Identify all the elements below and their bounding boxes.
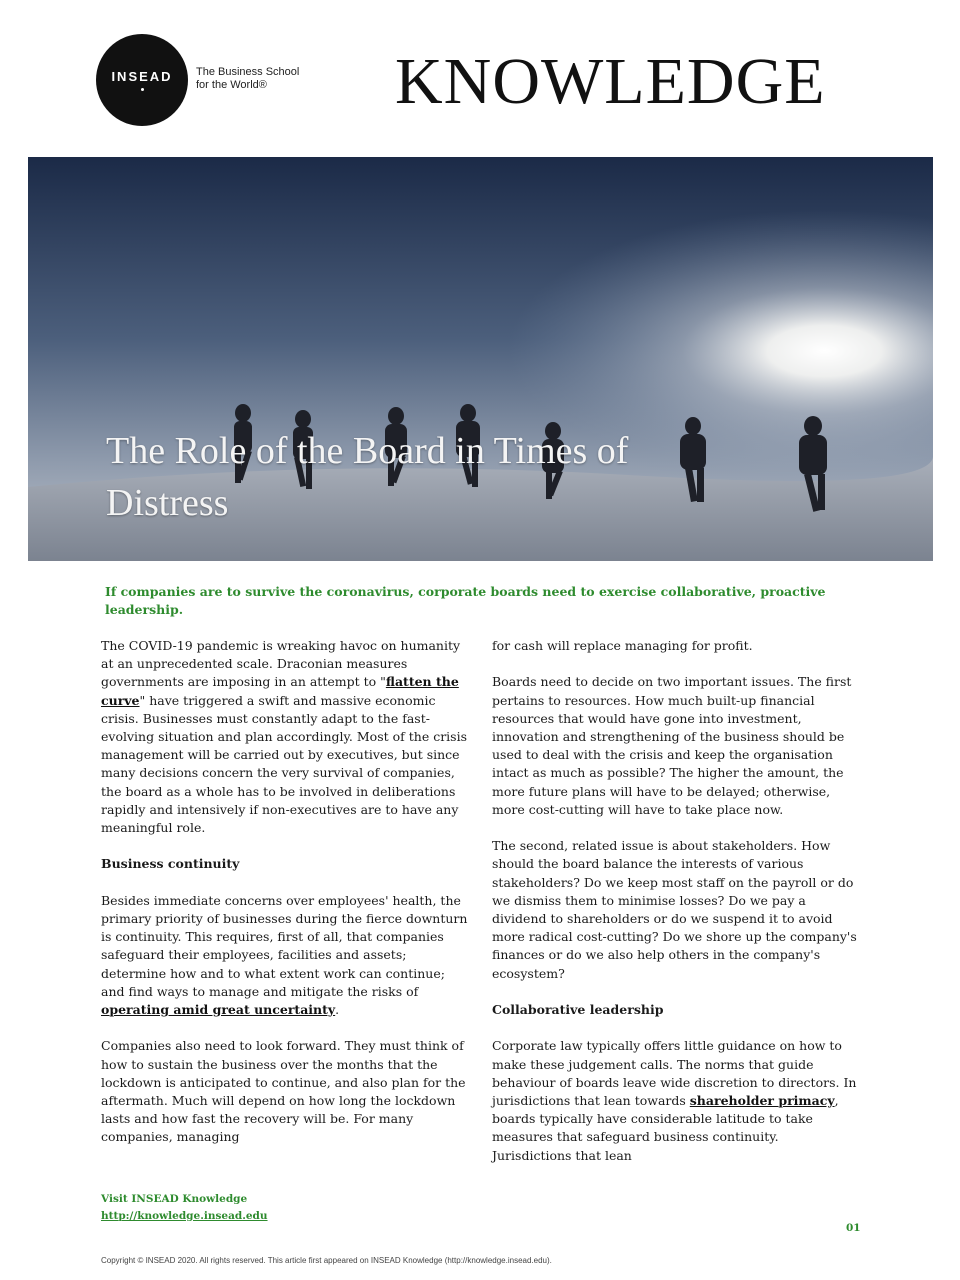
paragraph-text: Corporate law typically offers little guidance on how to make these judgement calls. The norms that guide behaviour of boards leave wide discretion to directors. In jurisdictions that lean towards xyxy=(492,1038,857,1109)
article-standfirst: If companies are to survive the coronavirus, corporate boards need to exercise collaborative, proactive leadership. xyxy=(105,584,826,617)
paragraph xyxy=(492,1037,862,1164)
tagline xyxy=(196,66,299,92)
operating-amid-uncertainty-link[interactable]: operating amid great uncertainty xyxy=(101,1002,336,1018)
page-number: 01 xyxy=(846,1222,861,1234)
hero-banner xyxy=(28,157,933,561)
tagline-line-1: The Business School xyxy=(196,66,300,78)
paragraph-text: , boards typically have considerable latitude to take measures that safeguard business continuity. Jurisdictions that lean xyxy=(492,1093,839,1163)
logo-dot-icon xyxy=(141,88,144,91)
paragraph-text: Besides immediate concerns over employees' health, the primary priority of businesses during the fierce downturn is continuity. This requires, first of all, that companies safeguard their employees, facilities and assets; determine how and to what extent work can continue; and find ways to manage and mitigate the risks of xyxy=(101,892,468,999)
paragraph: Boards need to decide on two important issues. The first pertains to resources. How much built-up financial resources that would have gone into investment, innovation and strengthening of the business should be used to deal with the crisis and keep the organisation intact as much as possible? The higher the amount, the more future plans will have to be delayed; otherwise, more cost-cutting will have to take place now. xyxy=(492,674,852,817)
insead-knowledge-link[interactable]: http://knowledge.insead.edu xyxy=(101,1210,268,1222)
paragraph-text: " have triggered a swift and massive economic crisis. Businesses must constantly adapt to the fast-evolving situation and plan accordingly. Most of the crisis management will be carried out by executives, but since many decisions concern the very survival of companies, the board as a whole has to be involved in deliberations rapidly and intensively if non-executives are to have any meaningful role. xyxy=(101,692,467,836)
paragraph: for cash will replace managing for profit. xyxy=(492,638,753,653)
masthead-title: KNOWLEDGE xyxy=(395,45,826,118)
insead-logo[interactable] xyxy=(96,34,188,126)
paragraph-text: . xyxy=(335,1002,340,1018)
left-column xyxy=(101,637,469,1165)
section-heading: Collaborative leadership xyxy=(492,1002,664,1018)
visit-insead-block xyxy=(101,1191,268,1225)
paragraph-text: The COVID-19 pandemic is wreaking havoc on humanity at an unprecedented scale. Draconian measures governments are imposing in an attempt to " xyxy=(101,638,461,690)
article-title: The Role of the Board in Times of Distress xyxy=(106,430,629,524)
tagline-line-2: for the World® xyxy=(196,79,267,91)
paragraph: The second, related issue is about stakeholders. How should the board balance the interests of various stakeholders? Do we keep most staff on the payroll or do we dismiss them to minimise losses? Do we pay a dividend to shareholders or do we suspend it to avoid more radical cost-cutting? Do we shore up the company's finances or do we also help others in the company's ecosystem? xyxy=(492,838,857,981)
paragraph xyxy=(101,892,469,1019)
paragraph: Companies also need to look forward. They must think of how to sustain the business over the months that the lockdown is anticipated to continue, and also plan for the aftermath. Much will depend on how long the lockdown lasts and how fast the recovery will be. For many companies, managing xyxy=(101,1038,466,1145)
logo-text: INSEAD xyxy=(111,69,173,84)
shareholder-primacy-link[interactable]: shareholder primacy xyxy=(689,1093,835,1109)
section-heading: Business continuity xyxy=(101,856,240,872)
copyright-notice: Copyright © INSEAD 2020. All rights reserved. This article first appeared on INSEAD Knowledge (http://knowledge.insead.edu). xyxy=(101,1256,552,1265)
flatten-the-curve-link[interactable]: flatten the curve xyxy=(101,674,459,708)
paragraph xyxy=(101,637,469,837)
right-column xyxy=(492,637,862,1183)
visit-label: Visit INSEAD Knowledge xyxy=(101,1193,248,1205)
